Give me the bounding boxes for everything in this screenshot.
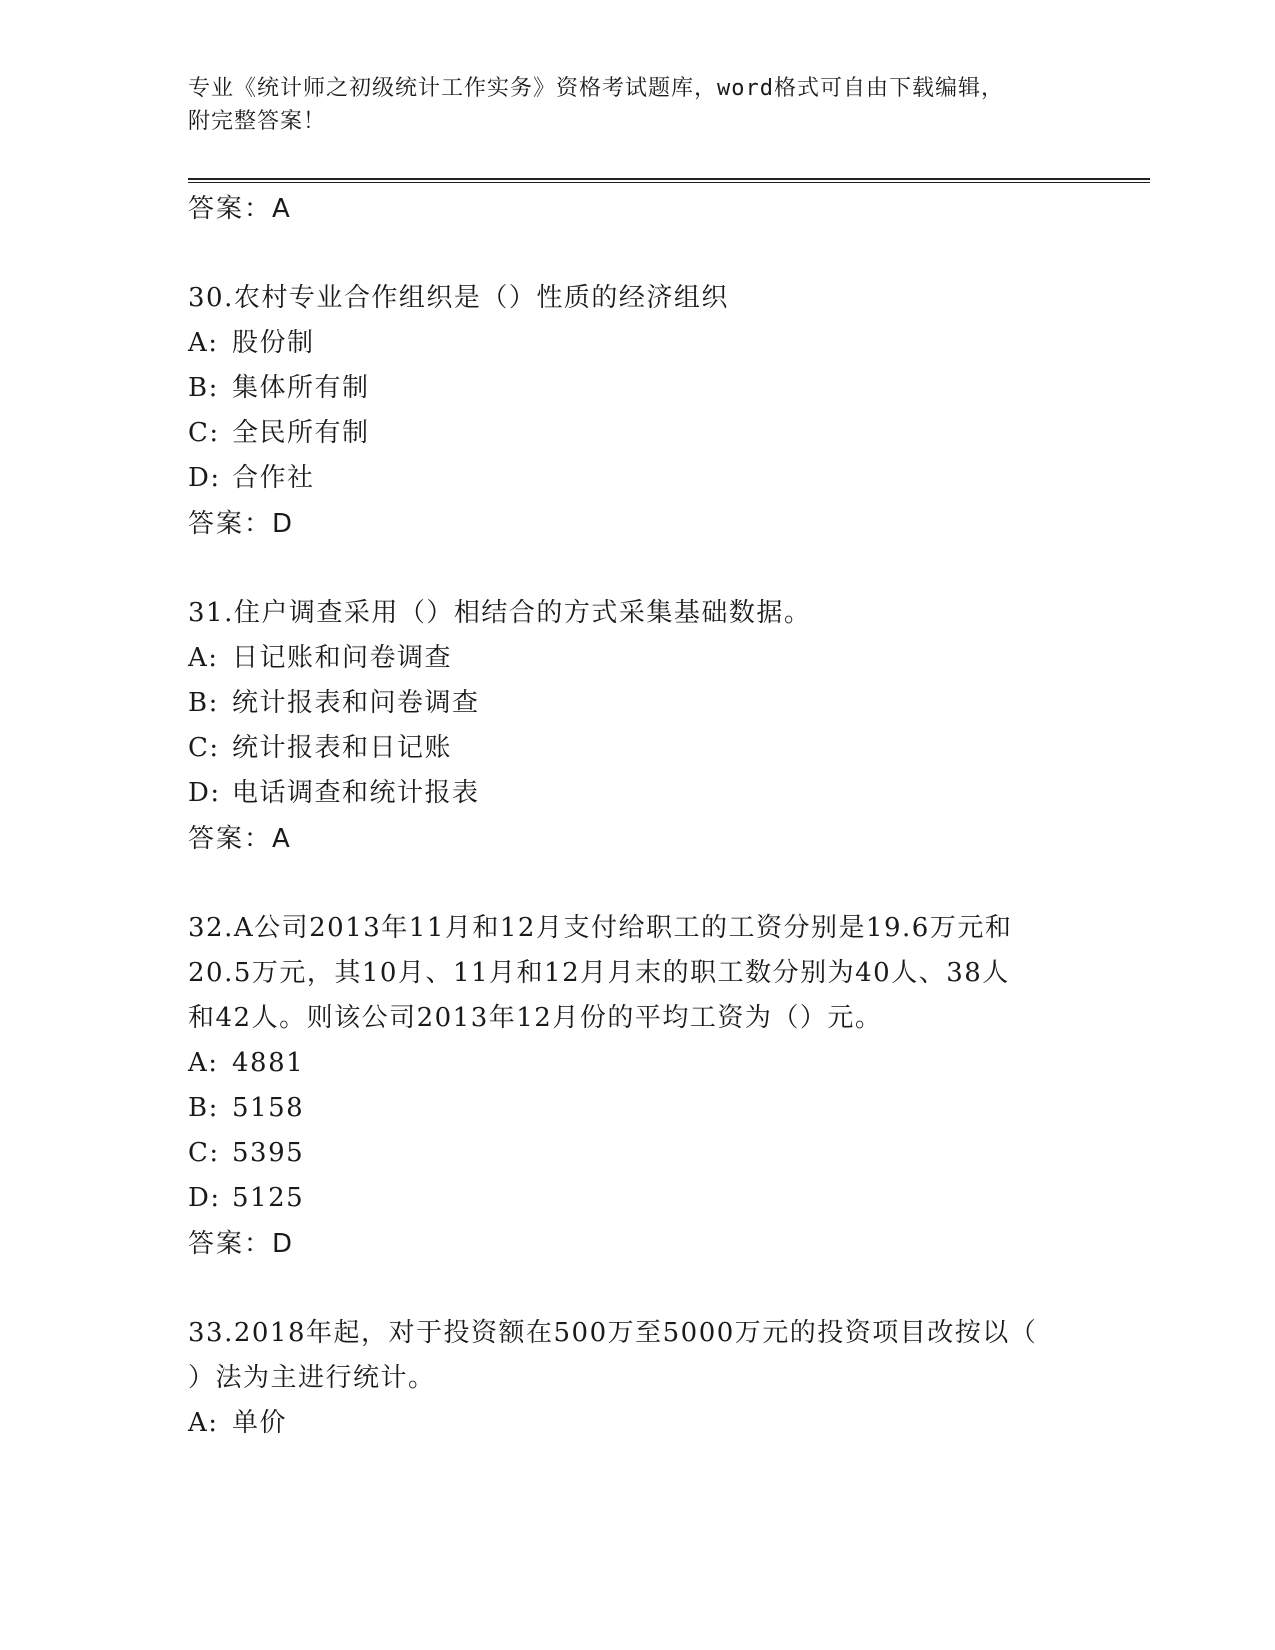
question-text-line-2: 20.5万元，其10月、11月和12月月末的职工数分别为40人、38人 xyxy=(188,958,1010,988)
question-31 xyxy=(188,591,1088,862)
question-text-line-1: 33.2018年起，对于投资额在500万至5000万元的投资项目改按以（ xyxy=(188,1318,1038,1348)
header-line-2: 附完整答案！ xyxy=(188,109,327,134)
option-c: C: 全民所有制 xyxy=(188,418,370,448)
option-a: A: 股份制 xyxy=(188,328,315,358)
option-c: C: 统计报表和日记账 xyxy=(188,733,453,763)
header-divider xyxy=(188,178,1150,183)
question-text-line-1: 32.A公司2013年11月和12月支付给职工的工资分别是19.6万元和 xyxy=(188,913,1013,943)
question-text-line-2: ）法为主进行统计。 xyxy=(188,1363,436,1393)
answer-value: D xyxy=(272,1229,295,1259)
answer-line: 答案：D xyxy=(188,1229,295,1259)
header-line-1: 专业《统计师之初级统计工作实务》资格考试题库，word格式可自由下载编辑， xyxy=(188,76,1004,101)
question-32 xyxy=(188,906,1088,1267)
option-a: A: 单价 xyxy=(188,1408,288,1438)
answer-line: 答案：A xyxy=(188,194,292,224)
option-b: B: 5158 xyxy=(188,1093,305,1123)
question-text: 31.住户调查采用（）相结合的方式采集基础数据。 xyxy=(188,598,812,628)
question-30 xyxy=(188,276,1088,547)
answer-value: A xyxy=(272,194,292,224)
option-b: B: 集体所有制 xyxy=(188,373,370,403)
question-text: 30.农村专业合作组织是（）性质的经济组织 xyxy=(188,283,729,313)
option-d: D: 合作社 xyxy=(188,463,315,493)
option-b: B: 统计报表和问卷调查 xyxy=(188,688,480,718)
option-d: D: 电话调查和统计报表 xyxy=(188,778,480,808)
option-c: C: 5395 xyxy=(188,1138,305,1168)
page-header xyxy=(188,72,1088,138)
question-text-line-3: 和42人。则该公司2013年12月份的平均工资为（）元。 xyxy=(188,1003,883,1033)
answer-line: 答案：A xyxy=(188,824,292,854)
option-a: A: 4881 xyxy=(188,1048,305,1078)
option-d: D: 5125 xyxy=(188,1183,305,1213)
option-a: A: 日记账和问卷调查 xyxy=(188,643,453,673)
answer-line: 答案：D xyxy=(188,509,295,539)
question-list xyxy=(188,186,1088,1446)
answer-value: A xyxy=(272,824,292,854)
answer-value: D xyxy=(272,509,295,539)
question-33 xyxy=(188,1311,1088,1446)
